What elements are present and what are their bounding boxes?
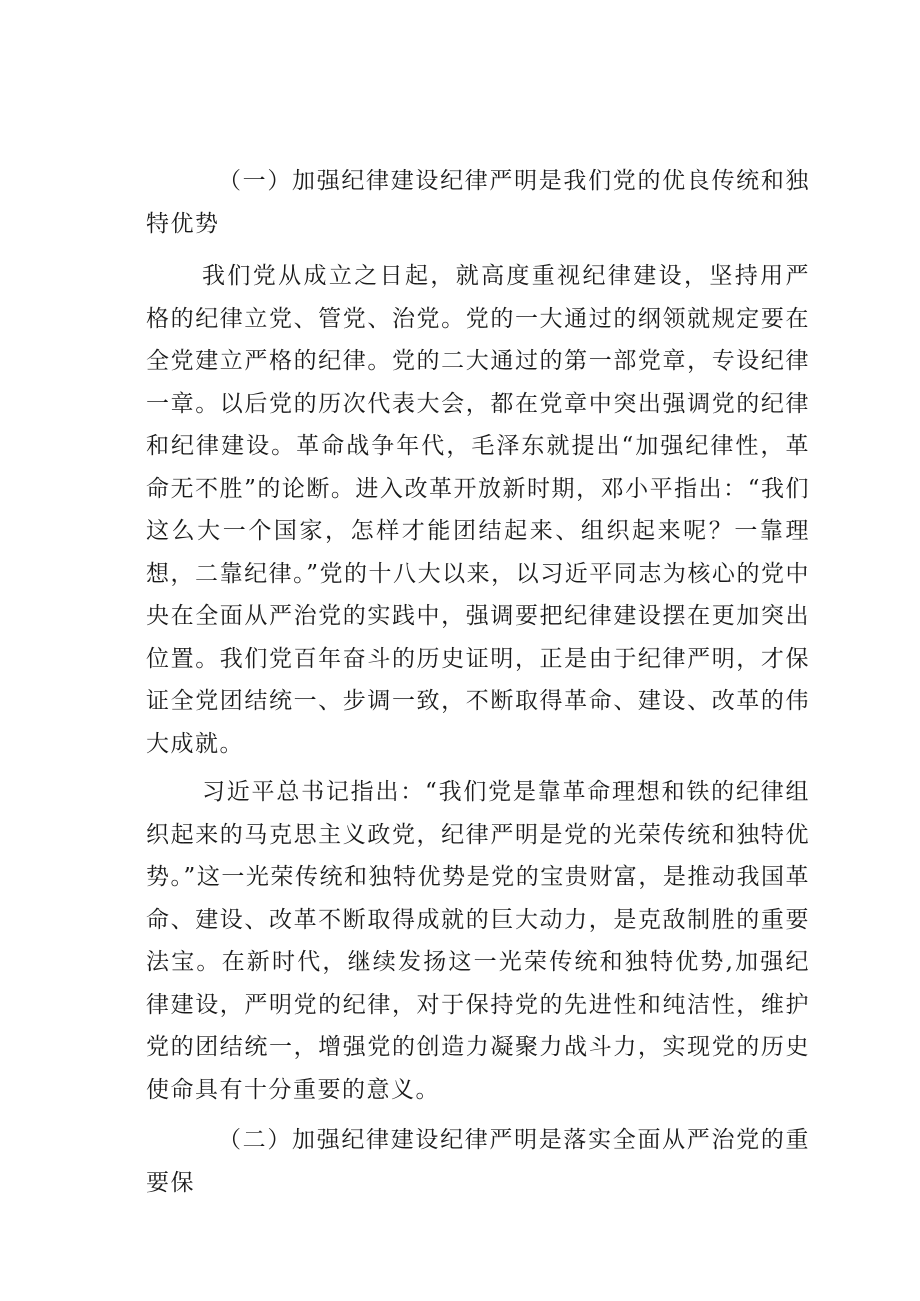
document-body <box>146 160 810 1214</box>
body-paragraph-2: 习近平总书记指出：“我们党是靠革命理想和铁的纪律组织起来的马克思主义政党，纪律严明是党的光荣传统和独特优势。”这一光荣传统和独特优势是党的宝贵财富，是推动我国革命、建设、改革不断取得成就的巨大动力，是克敌制胜的重要法宝。在新时代，继续发扬这一光荣传统和独特优势,加强纪律建设，严明党的纪律，对于保持党的先进性和纯洁性，维护党的团结统一，增强党的创造力凝聚力战斗力，实现党的历史使命具有十分重要的意义。 <box>146 779 810 1103</box>
section-heading-1: （一）加强纪律建设纪律严明是我们党的优良传统和独特优势 <box>146 168 810 237</box>
body-paragraph-1: 我们党从成立之日起，就高度重视纪律建设，坚持用严格的纪律立党、管党、治党。党的一大通过的纲领就规定要在全党建立严格的纪律。党的二大通过的第一部党章，专设纪律一章。以后党的历次代表大会，都在党章中突出强调党的纪律和纪律建设。革命战争年代，毛泽东就提出“加强纪律性，革命无不胜”的论断。进入改革开放新时期，邓小平指出：“我们这么大一个国家，怎样才能团结起来、组织起来呢？一靠理想，二靠纪律。”党的十八大以来，以习近平同志为核心的党中央在全面从严治党的实践中，强调要把纪律建设摆在更加突出位置。我们党百年奋斗的历史证明，正是由于纪律严明，才保证全党团结统一、步调一致，不断取得革命、建设、改革的伟大成就。 <box>146 263 810 757</box>
section-heading-2: （二）加强纪律建设纪律严明是落实全面从严治党的重要保 <box>146 1127 810 1196</box>
